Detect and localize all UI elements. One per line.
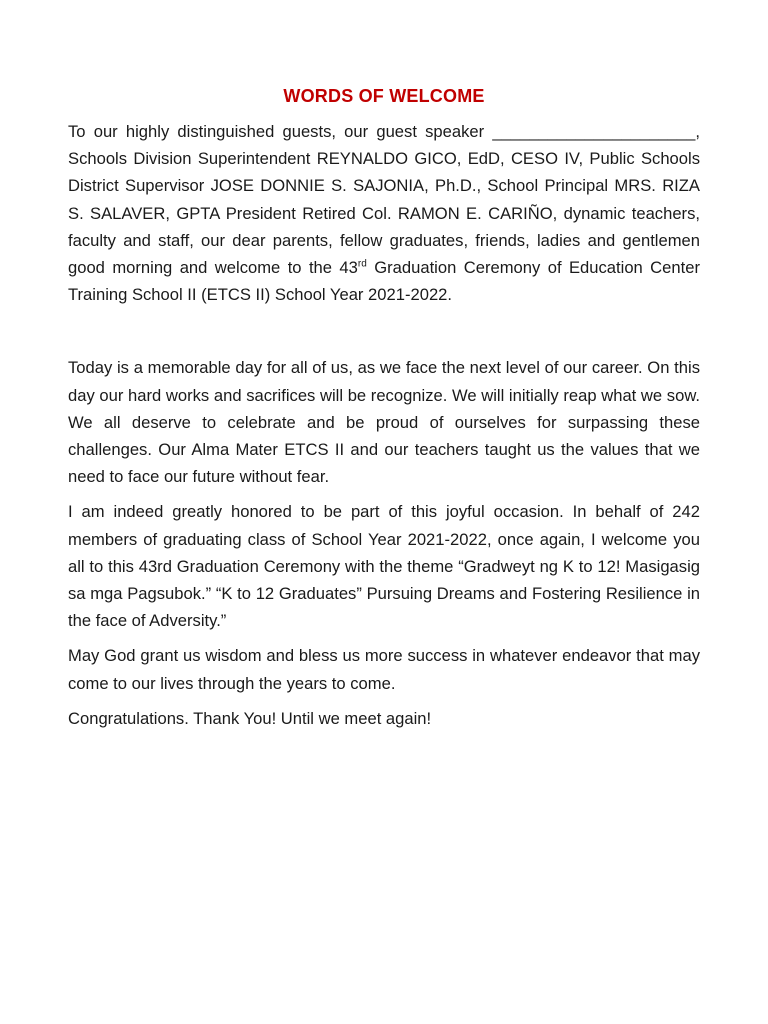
paragraph-blessing: May God grant us wisdom and bless us more success in whatever endeavor that may come to our lives through the years to come. [68,646,700,693]
greeting-text: To our highly distinguished guests, our guest speaker ______________________, Schools Division Superintendent REYNALDO GICO, EdD, CESO IV, Public Schools District Supervisor JOSE DONNIE S. SAJONIA, Ph.D., School Principal MRS. RIZA S. SALAVER, GPTA President Retired Col. RAMON E. CARIÑO, dynamic teachers, faculty and staff, our dear parents, fellow graduates, friends, ladies and gentlemen good morning and welcome to the 43 [68,122,700,278]
document-page [68,84,700,732]
paragraph-honored: I am indeed greatly honored to be part of this joyful occasion. In behalf of 242 members of graduating class of School Year 2021-2022, once again, I welcome you all to this 43rd Graduation Ceremony with the theme “Gradweyt ng K to 12! Masigasig sa mga Pagsubok.” “K to 12 Graduates” Pursuing Dreams and Fostering Resilience in the face of Adversity.” [68,502,700,631]
document-title: WORDS OF WELCOME [283,86,485,106]
paragraph-closing: Congratulations. Thank You! Until we meet again! [68,708,432,728]
ordinal-superscript: rd [357,258,367,270]
greeting-text-continued: Graduation Ceremony of Education Center Training School II (ETCS II) School Year 2021-2022. [68,258,700,305]
paragraph-memorable-day: Today is a memorable day for all of us, as we face the next level of our career. On this day our hard works and sacrifices will be recognize. We will initially reap what we sow. We all deserve to celebrate and be proud of ourselves for surpassing these challenges. Our Alma Mater ETCS II and our teachers taught us the values that we need to face our future without fear. [68,358,700,487]
paragraph-greeting [68,118,700,308]
